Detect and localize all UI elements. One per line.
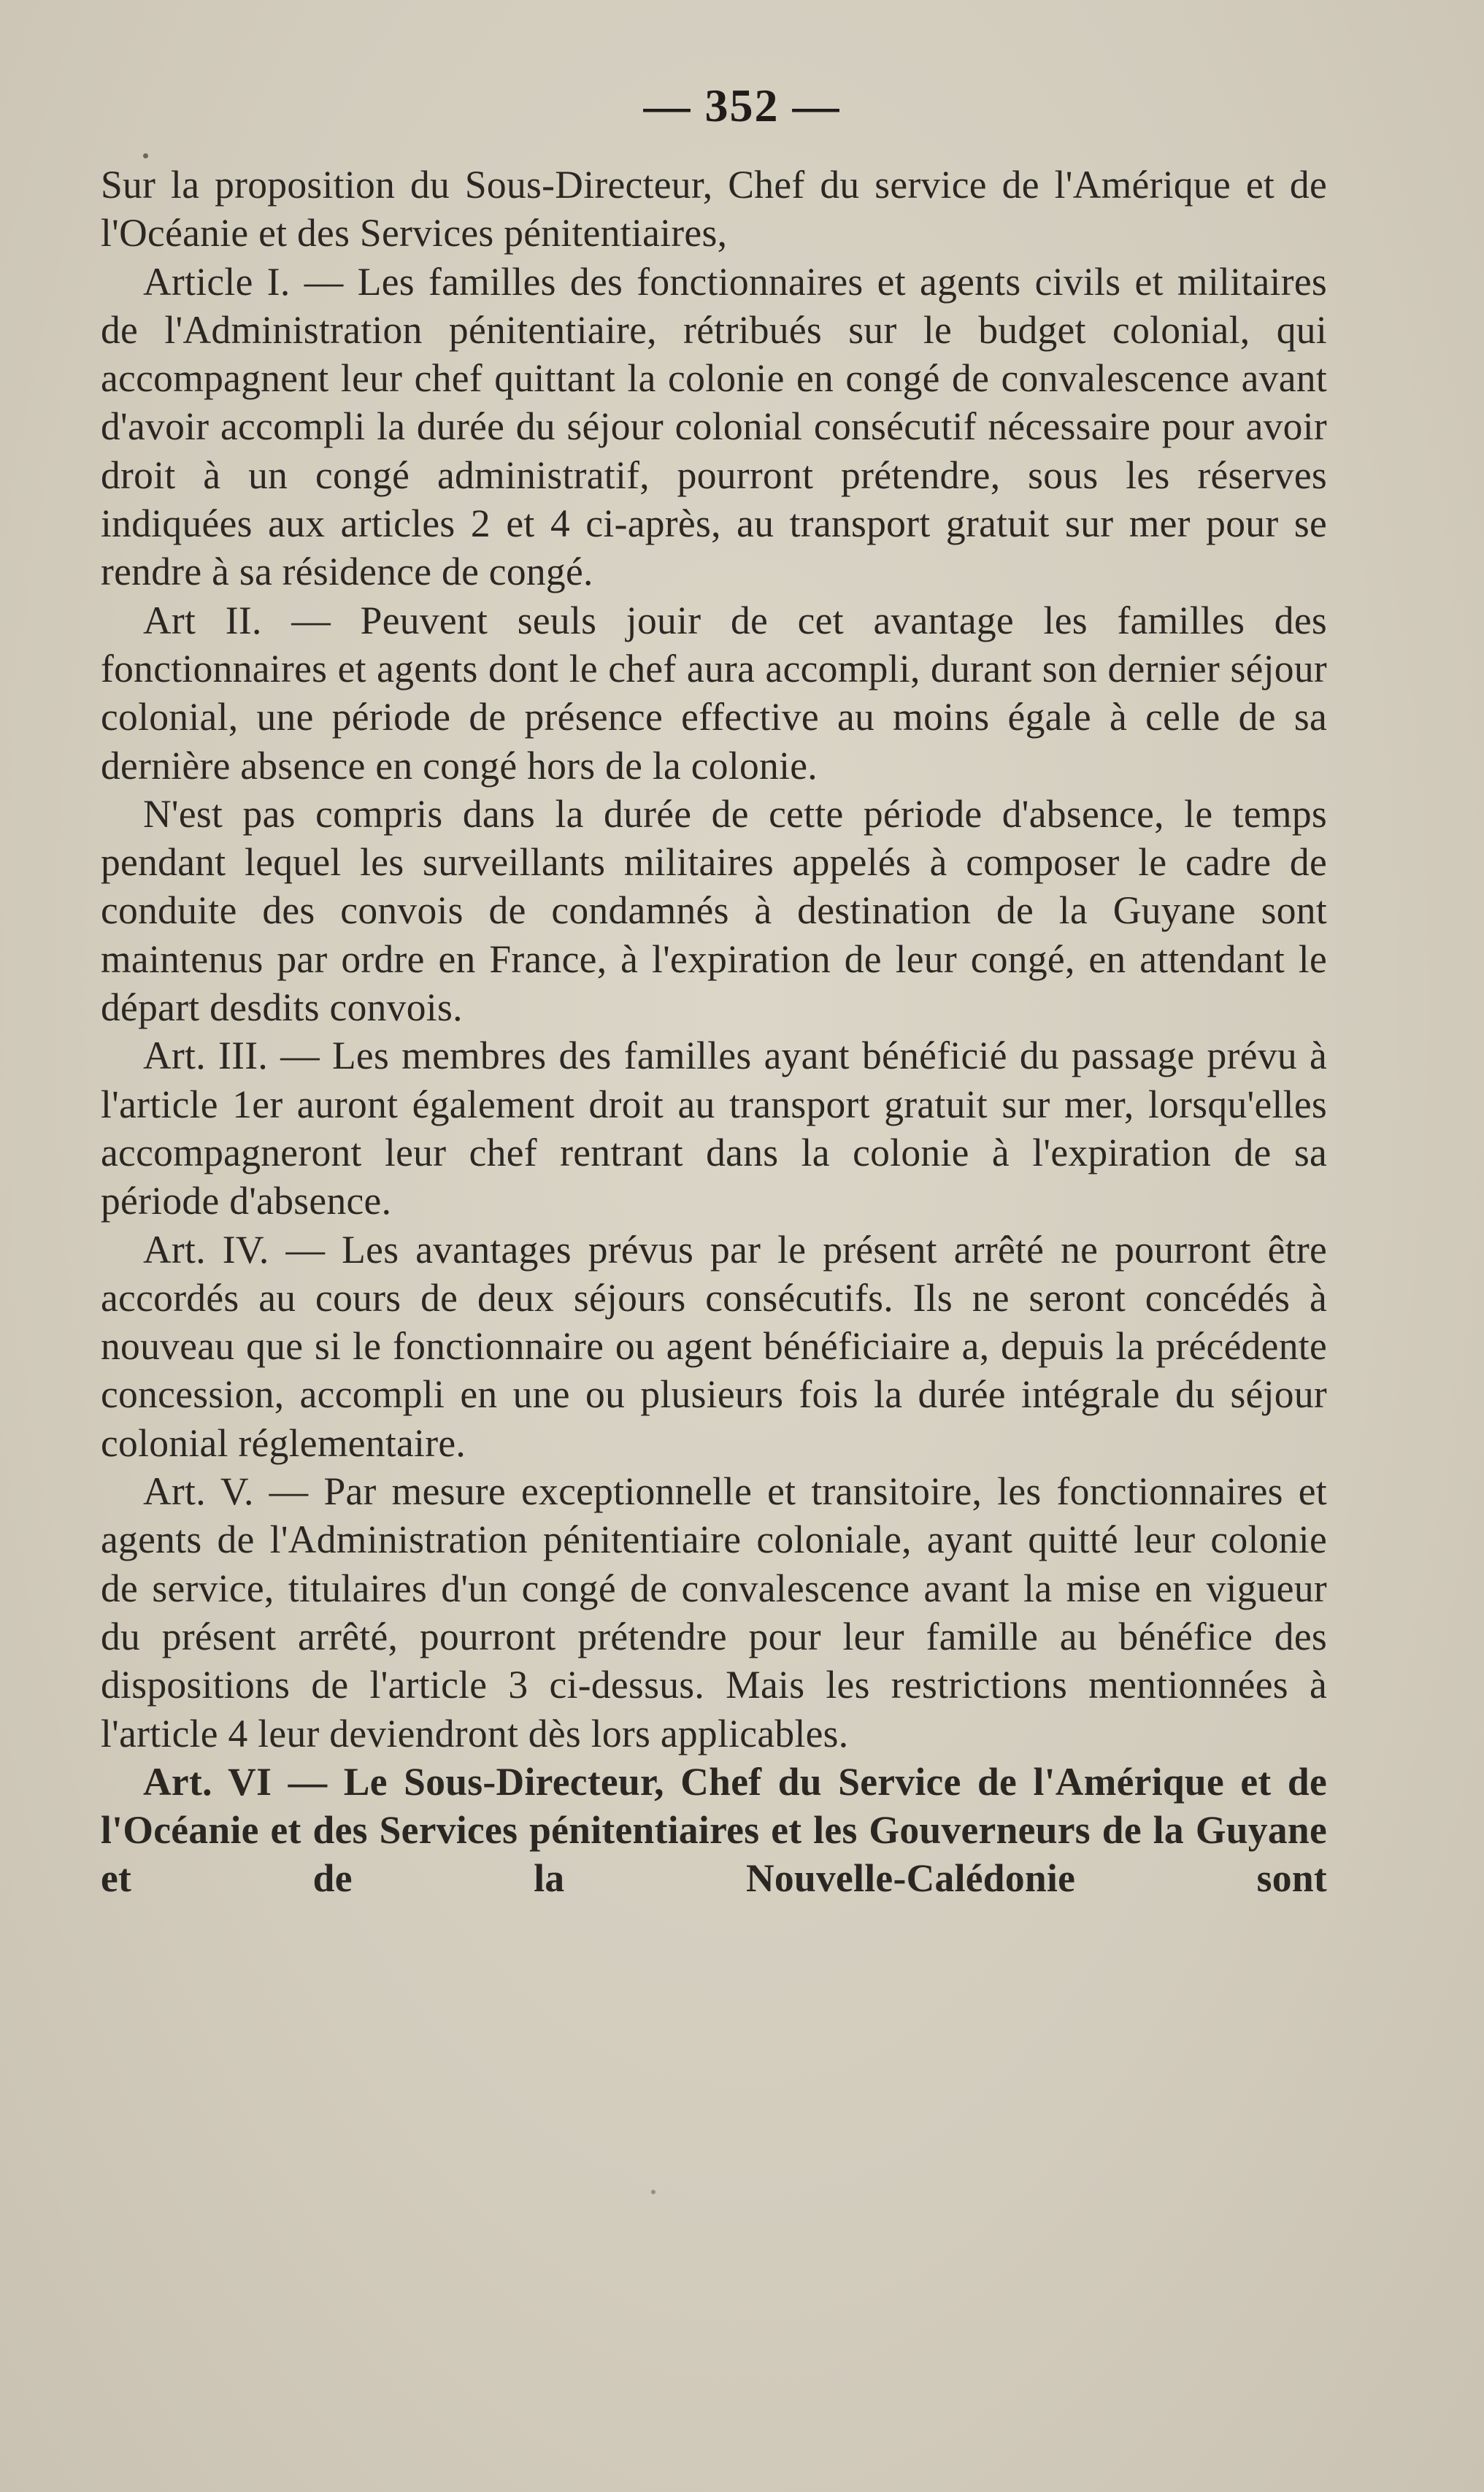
body-text	[101, 161, 1327, 1903]
preamble-paragraph: Sur la proposition du Sous-Directeur, Chef du service de l'Amérique et de l'Océanie et des Services pénitentiaires,	[101, 163, 1327, 255]
article-4-paragraph: Art. IV. — Les avantages prévus par le présent arrêté ne pourront être accordés au cours de deux séjours consécutifs. Ils ne seront concédés à nouveau que si le fonctionnaire ou agent bénéficiaire a, depuis la précédente concession, accompli en une ou plusieurs fois la durée intégrale du séjour colonial réglementaire.	[101, 1227, 1327, 1465]
article-6-paragraph: Art. VI — Le Sous-Directeur, Chef du Service de l'Amérique et de l'Océanie et des Services pénitentiaires et les Gouverneurs de la Guyane et de la Nouvelle-Calédonie sont	[101, 1759, 1327, 1901]
page-number: — 352 —	[643, 80, 841, 131]
article-2-continuation-paragraph: N'est pas compris dans la durée de cette période d'absence, le temps pendant lequel les surveillants militaires appelés à composer le cadre de conduite des convois de condamnés à destination de la Guyane sont maintenus par ordre en France, à l'expiration de leur congé, en attendant le départ desdits convois.	[101, 791, 1327, 1030]
article-3-paragraph: Art. III. — Les membres des familles ayant bénéficié du passage prévu à l'article 1er auront également droit au transport gratuit sur mer, lorsqu'elles accompagneront leur chef rentrant dans la colonie à l'expiration de sa période d'absence.	[101, 1034, 1327, 1223]
print-speck	[651, 2190, 656, 2194]
print-speck	[143, 153, 148, 158]
article-1-paragraph: Article I. — Les familles des fonctionnaires et agents civils et militaires de l'Administration pénitentiaire, rétribués sur le budget colonial, qui accompagnent leur chef quittant la colonie en congé de convalescence avant d'avoir accompli la durée du séjour colonial consécutif nécessaire pour avoir droit à un congé administratif, pourront prétendre, sous les réserves indiquées aux articles 2 et 4 ci-après, au transport gratuit sur mer pour se rendre à sa résidence de congé.	[101, 259, 1327, 594]
article-2-paragraph: Art II. — Peuvent seuls jouir de cet avantage les familles des fonctionnaires et agents dont le chef aura accompli, durant son dernier séjour colonial, une période de présence effective au moins égale à celle de sa dernière absence en congé hors de la colonie.	[101, 598, 1327, 788]
article-5-paragraph: Art. V. — Par mesure exceptionnelle et transitoire, les fonctionnaires et agents de l'Administration pénitentiaire coloniale, ayant quitté leur colonie de service, titulaires d'un congé de convalescence avant la mise en vigueur du présent arrêté, pourront prétendre pour leur famille au bénéfice des dispositions de l'article 3 ci-dessus. Mais les restrictions mentionnées à l'article 4 leur deviendront dès lors applicables.	[101, 1469, 1327, 1755]
